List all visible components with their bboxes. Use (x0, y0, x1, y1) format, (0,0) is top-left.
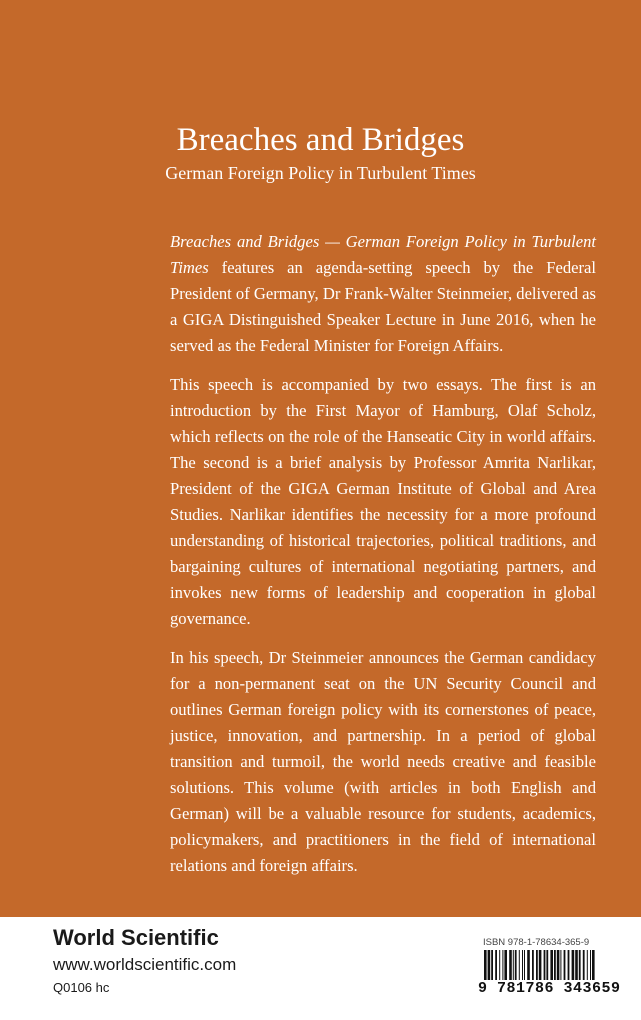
footer (0, 917, 641, 1020)
book-subtitle: German Foreign Policy in Turbulent Times (165, 163, 476, 183)
blurb-paragraph-1 (170, 229, 596, 359)
italic-title: Breaches and Bridges — German Foreign Policy in Turbulent Times (170, 232, 596, 277)
product-code: Q0106 hc (53, 980, 110, 995)
isbn-label: ISBN 978-1-78634-365-9 (483, 937, 590, 948)
barcode-number: 9 781786 343659 (478, 980, 621, 997)
blurb-paragraph-2: This speech is accompanied by two essays. The first is an introduction by the First Mayor of Hamburg, Olaf Scholz, which reflects on the role of the Hanseatic City in world affairs. The second is a brief analysis by Professor Amrita Narlikar, President of the GIGA German Institute of Global and Area Studies. Narlikar identifies the necessity for a more profound understanding of historical trajectories, political traditions, and bargaining cultures of international negotiating partners, and invokes new forms of leadership and cooperation in global governance. (170, 375, 596, 628)
publisher-url: www.worldscientific.com (53, 955, 237, 974)
paragraph-text: features an agenda-setting speech by the Federal President of Germany, Dr Frank-Walter Steinmeier, delivered as a GIGA Distinguished Speaker Lecture in June 2016, when he served as the Federal Minister for Foreign Affairs. (170, 258, 596, 355)
blurb (170, 229, 596, 892)
publisher-name: World Scientific (53, 925, 219, 950)
book-title: Breaches and Bridges (176, 122, 465, 158)
blurb-paragraph-3: In his speech, Dr Steinmeier announces the German candidacy for a non-permanent seat on the UN Security Council and outlines German foreign policy with its cornerstones of peace, justice, innovation, and partnership. In a period of global transition and turmoil, the world needs creative and feasible solutions. This volume (with articles in both English and German) will be a valuable resource for students, academics, policymakers, and practitioners in the field of international relations and foreign affairs. (170, 648, 596, 875)
